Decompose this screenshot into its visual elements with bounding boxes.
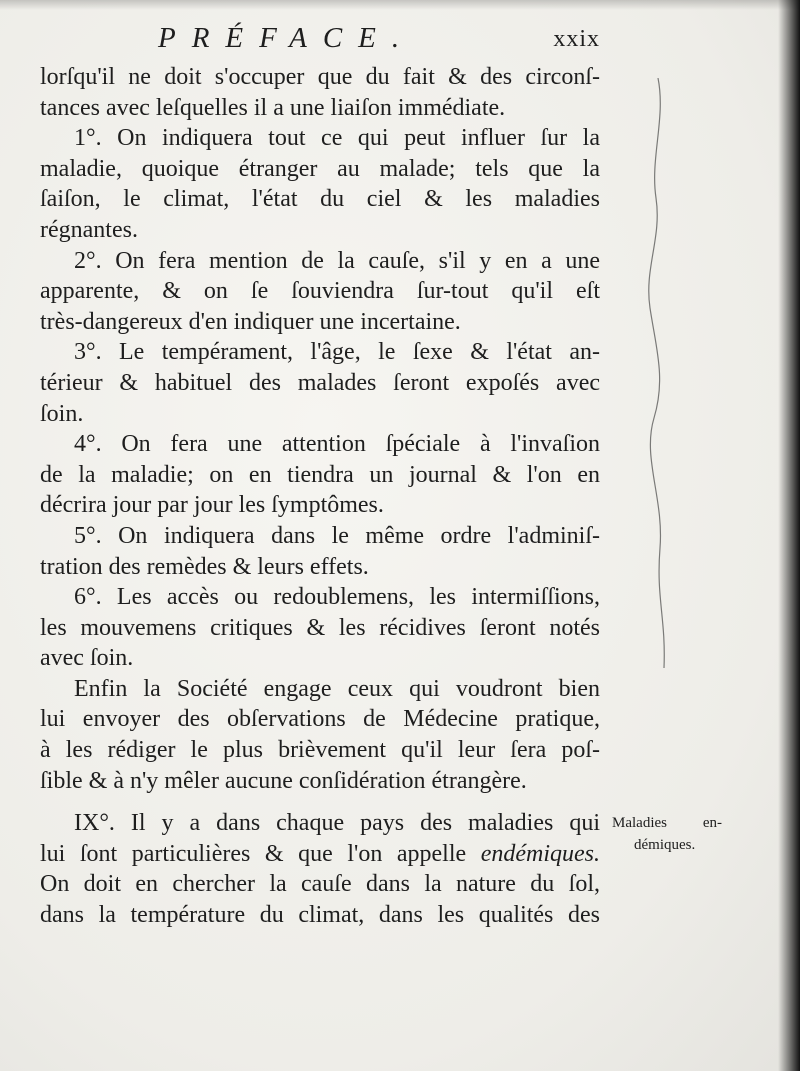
text-line: très-dangereux d'en indiquer une incertaine. xyxy=(40,308,461,335)
body-text xyxy=(40,62,600,931)
margin-note xyxy=(612,812,722,856)
text-line: à les rédiger le plus brièvement qu'il leur ſera poſ- xyxy=(40,737,600,764)
paragraph xyxy=(40,62,600,123)
margin-note-line-1: Maladies en- xyxy=(612,815,722,831)
page-gutter-shadow xyxy=(778,0,800,1071)
running-title: PRÉFACE. xyxy=(158,22,416,54)
text-line: les mouvemens critiques & les récidives ſeront notés xyxy=(40,614,600,641)
text-line: lui envoyer des obſervations de Médecine pratique, xyxy=(40,706,600,733)
section-ix xyxy=(40,808,600,930)
text-line: Enfin la Société engage ceux qui voudront bien xyxy=(74,675,600,702)
text-line: tances avec leſquelles il a une liaiſon immédiate. xyxy=(40,94,506,121)
paragraph xyxy=(40,246,600,338)
text-line: avec ſoin. xyxy=(40,645,134,672)
text-line: 1°. On indiquera tout ce qui peut influer ſur la xyxy=(74,125,600,152)
section-ix-line-3: On doit en chercher la cauſe dans la nature du ſol, xyxy=(40,871,600,898)
text-line: lorſqu'il ne doit s'occuper que du fait & des circonſ- xyxy=(40,64,600,90)
text-line: 6°. Les accès ou redoublemens, les intermiſſions, xyxy=(74,584,600,611)
text-line: 4°. On fera une attention ſpéciale à l'invaſion xyxy=(74,431,600,458)
paragraph xyxy=(40,521,600,582)
text-line: maladie, quoique étranger au malade; tels que la xyxy=(40,155,600,182)
page-top-shadow xyxy=(0,0,800,10)
page-number: xxix xyxy=(553,26,600,52)
text-line: ſoin. xyxy=(40,400,84,427)
text-line: apparente, & on ſe ſouviendra ſur-tout qu'il eſt xyxy=(40,278,600,305)
paragraph xyxy=(40,337,600,429)
text-line: régnantes. xyxy=(40,216,138,243)
section-ix-line-2 xyxy=(40,839,600,870)
text-line: ſaiſon, le climat, l'état du ciel & les maladies xyxy=(40,186,600,213)
text-line: tration des remèdes & leurs effets. xyxy=(40,553,369,580)
term-endemiques: endémiques. xyxy=(480,840,600,867)
paragraph xyxy=(40,674,600,796)
paragraph xyxy=(40,582,600,674)
paragraph xyxy=(40,123,600,245)
text-line: 5°. On indiquera dans le même ordre l'adminiſ- xyxy=(74,522,600,549)
section-gap xyxy=(40,796,600,808)
text-line: térieur & habituel des malades ſeront expoſés avec xyxy=(40,369,600,396)
pencil-margin-mark xyxy=(636,78,686,678)
paragraph-list xyxy=(40,62,600,796)
text-line: ſible & à n'y mêler aucune conſidération étrangère. xyxy=(40,767,527,794)
section-ix-line-2-text: lui ſont particulières & que l'on appelle xyxy=(40,840,481,867)
section-ix-line-4: dans la température du climat, dans les qualités des xyxy=(40,902,600,929)
margin-note-line-2: démiques. xyxy=(634,837,696,853)
paragraph xyxy=(40,429,600,521)
text-line: décrira jour par jour les ſymptômes. xyxy=(40,492,384,519)
text-line: de la maladie; on en tiendra un journal & l'on en xyxy=(40,461,600,488)
page-header xyxy=(40,22,600,58)
text-line: 3°. Le tempérament, l'âge, le ſexe & l'état an- xyxy=(74,339,600,366)
text-line: 2°. On fera mention de la cauſe, s'il y en a une xyxy=(74,247,600,274)
section-ix-line-1: IX°. Il y a dans chaque pays des maladies qui xyxy=(74,810,600,837)
